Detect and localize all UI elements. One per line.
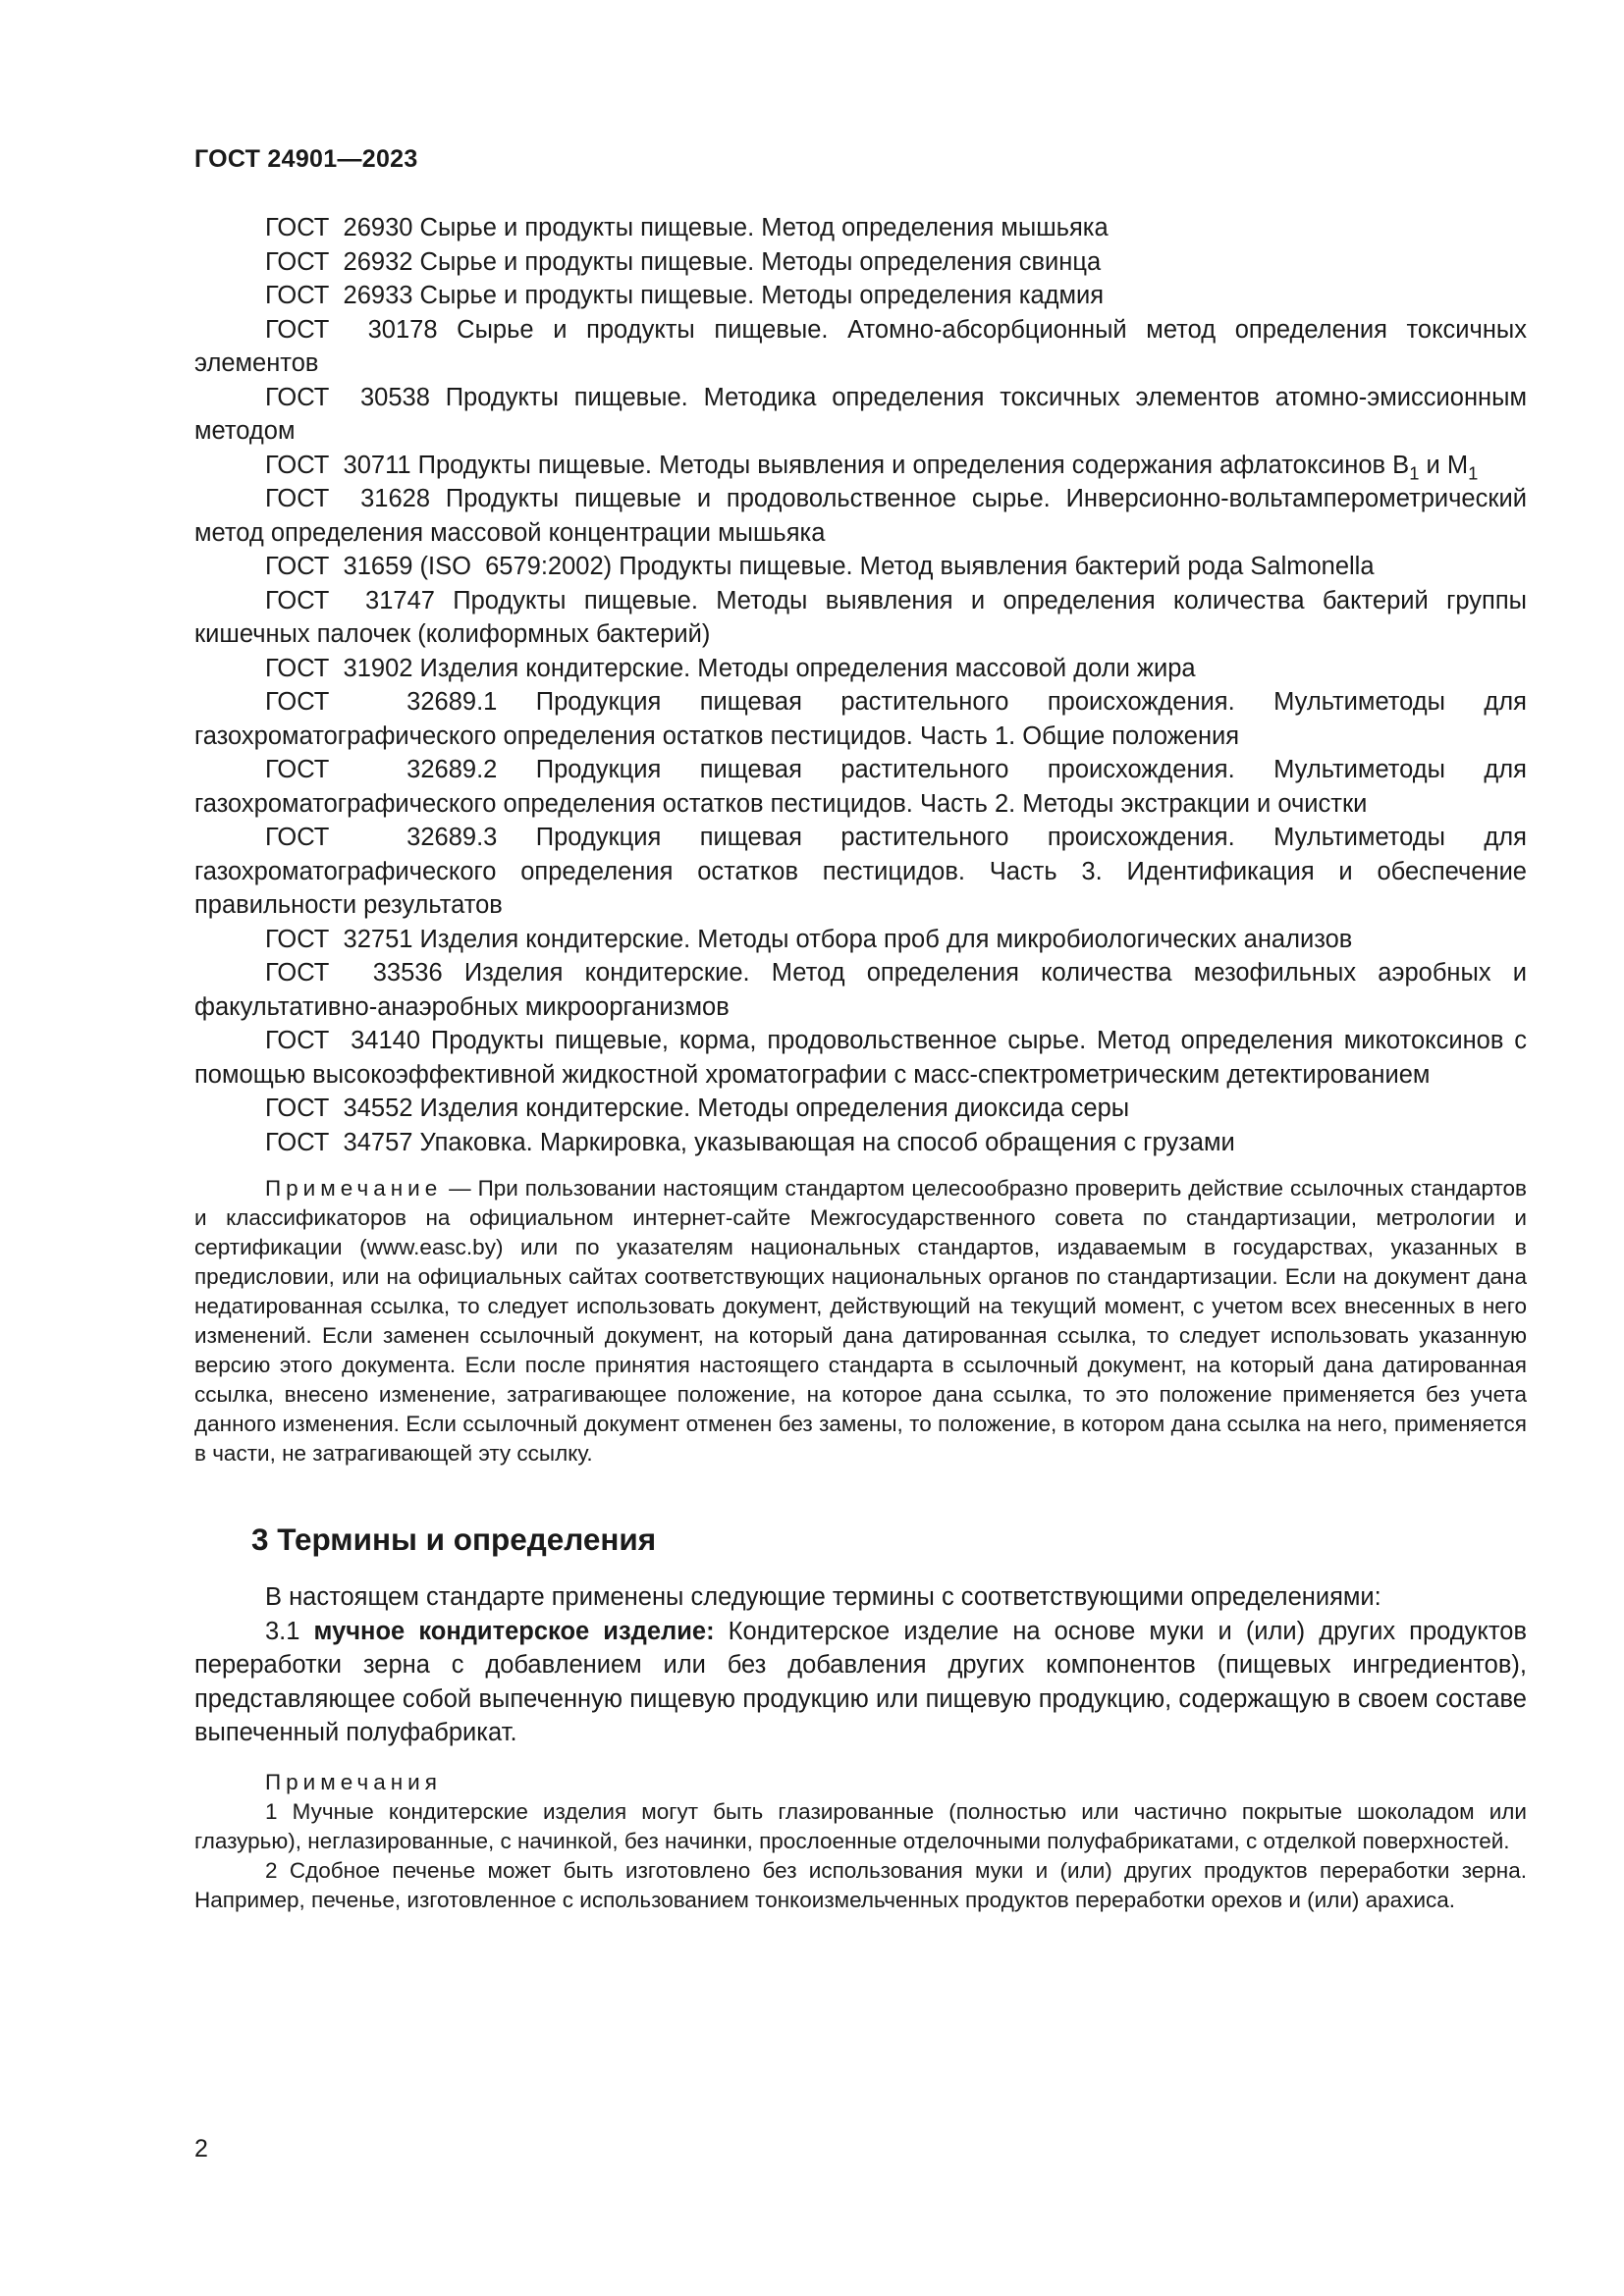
note-text: — При пользовании настоящим стандартом целесообразно проверить действие ссылочных стандартов и классификаторов на официальном интернет-сайте Межгосударственного совета по стандартизации, метрологии и сертификации (www.easc.by) или по указателям национальных стандартов, издаваемым в государствах, указанных в предисловии, или на официальных сайтах соответствующих национальных органов по стандартизации. Если на документ дана недатированная ссылка, то следует использовать документ, действующий на текущий момент, с учетом всех внесенных в него изменений. Если заменен ссылочный документ, на который дана датированная ссылка, то следует использовать указанную версию этого документа. Если после принятия настоящего стандарта в ссылочный документ, на который дана датированная ссылка, внесено изменение, затрагивающее положение, на которое дана ссылка, то это положение применяется без учета данного изменения. Если ссылочный документ отменен без замены, то положение, в котором дана ссылка на него, применяется в части, не затрагивающей эту ссылку. [194,1176,1527,1466]
reference-item: ГОСТ 32689.3 Продукция пищевая растительного происхождения. Мультиметоды для газохроматографического определения остатков пестицидов. Часть 3. Идентификация и обеспечение правильности результатов [194,824,1527,919]
reference-item: ГОСТ 32751 Изделия кондитерские. Методы отбора проб для микробиологических анализов [265,925,1353,953]
notes-heading: Примечания [265,1769,442,1794]
term-text: Кондитерское изделие на основе муки и (или) других продуктов переработки зерна с добавлением или без добавления других компонентов (пищевых ингредиентов), представляющее собой выпеченную пищевую продукцию или пищевую продукцию, содержащую в своем составе выпеченный полуфабрикат. [194,1617,1527,1746]
reference-item: ГОСТ 33536 Изделия кондитерские. Метод определения количества мезофильных аэробных и факультативно-анаэробных микроорганизмов [194,959,1528,1021]
reference-item: ГОСТ 31628 Продукты пищевые и продовольственное сырье. Инверсионно-вольтамперометрический метод определения массовой концентрации мышьяка [194,485,1527,547]
note-label: Примечание [265,1176,443,1201]
reference-item: ГОСТ 34552 Изделия кондитерские. Методы определения диоксида серы [265,1095,1130,1122]
reference-item: ГОСТ 32689.1 Продукция пищевая растительного происхождения. Мультиметоды для газохроматографического определения остатков пестицидов. Часть 1. Общие положения [194,688,1527,750]
document-header: ГОСТ 24901—2023 [194,145,418,173]
references-list [194,211,1527,1159]
reference-item: ГОСТ 30178 Сырье и продукты пищевые. Атомно-абсорбционный метод определения токсичных элементов [194,315,1527,377]
reference-item: ГОСТ 34757 Упаковка. Маркировка, указывающая на способ обращения с грузами [265,1128,1235,1156]
reference-item: ГОСТ 34140 Продукты пищевые, корма, продовольственное сырье. Метод определения микотоксинов с помощью высокоэффективной жидкостной хроматографии с масс-спектрометрическим детектированием [194,1027,1527,1089]
note-item: 2 Сдобное печенье может быть изготовлено без использования муки и (или) других продуктов переработки зерна. Например, печенье, изготовленное с использованием тонкоизмельченных продуктов переработки орехов и (или) арахиса. [194,1857,1527,1912]
reference-item: ГОСТ 31747 Продукты пищевые. Методы выявления и определения количества бактерий группы кишечных палочек (колиформных бактерий) [194,586,1527,648]
term-name: мучное кондитерское изделие: [313,1617,715,1645]
reference-item: ГОСТ 26930 Сырье и продукты пищевые. Метод определения мышьяка [265,214,1109,241]
reference-item: ГОСТ 32689.2 Продукция пищевая растительного происхождения. Мультиметоды для газохроматографического определения остатков пестицидов. Часть 2. Методы экстракции и очистки [194,756,1527,818]
reference-item: ГОСТ 26932 Сырье и продукты пищевые. Методы определения свинца [265,247,1102,276]
note-item: 1 Мучные кондитерские изделия могут быть глазированные (полностью или частично покрытые шоколадом или глазурью), неглазированные, с начинкой, без начинки, прослоенные отделочными полуфабрикатами, с отделкой поверхностей. [194,1798,1527,1853]
term-number: 3.1 [265,1617,314,1645]
reference-item: ГОСТ 30538 Продукты пищевые. Методика определения токсичных элементов атомно-эмиссионным методом [194,383,1527,445]
reference-item: ГОСТ 26933 Сырье и продукты пищевые. Методы определения кадмия [265,282,1105,309]
reference-item: ГОСТ 31902 Изделия кондитерские. Методы определения массовой доли жира [265,654,1196,682]
term-definition [194,1615,1527,1750]
references-note [194,1174,1527,1468]
reference-item: ГОСТ 31659 (ISO 6579:2002) Продукты пищевые. Метод выявления бактерий рода Salmonella [265,553,1375,580]
reference-item: ГОСТ 30711 Продукты пищевые. Методы выявления и определения содержания афлатоксинов $В_1$ и $М_1$ [265,451,1479,483]
page-number: 2 [194,2135,208,2163]
document-page [194,145,1527,1915]
section-intro: В настоящем стандарте применены следующие термины с соответствующими определениями: [265,1583,1381,1611]
section-heading: 3 Термины и определения [251,1522,657,1557]
